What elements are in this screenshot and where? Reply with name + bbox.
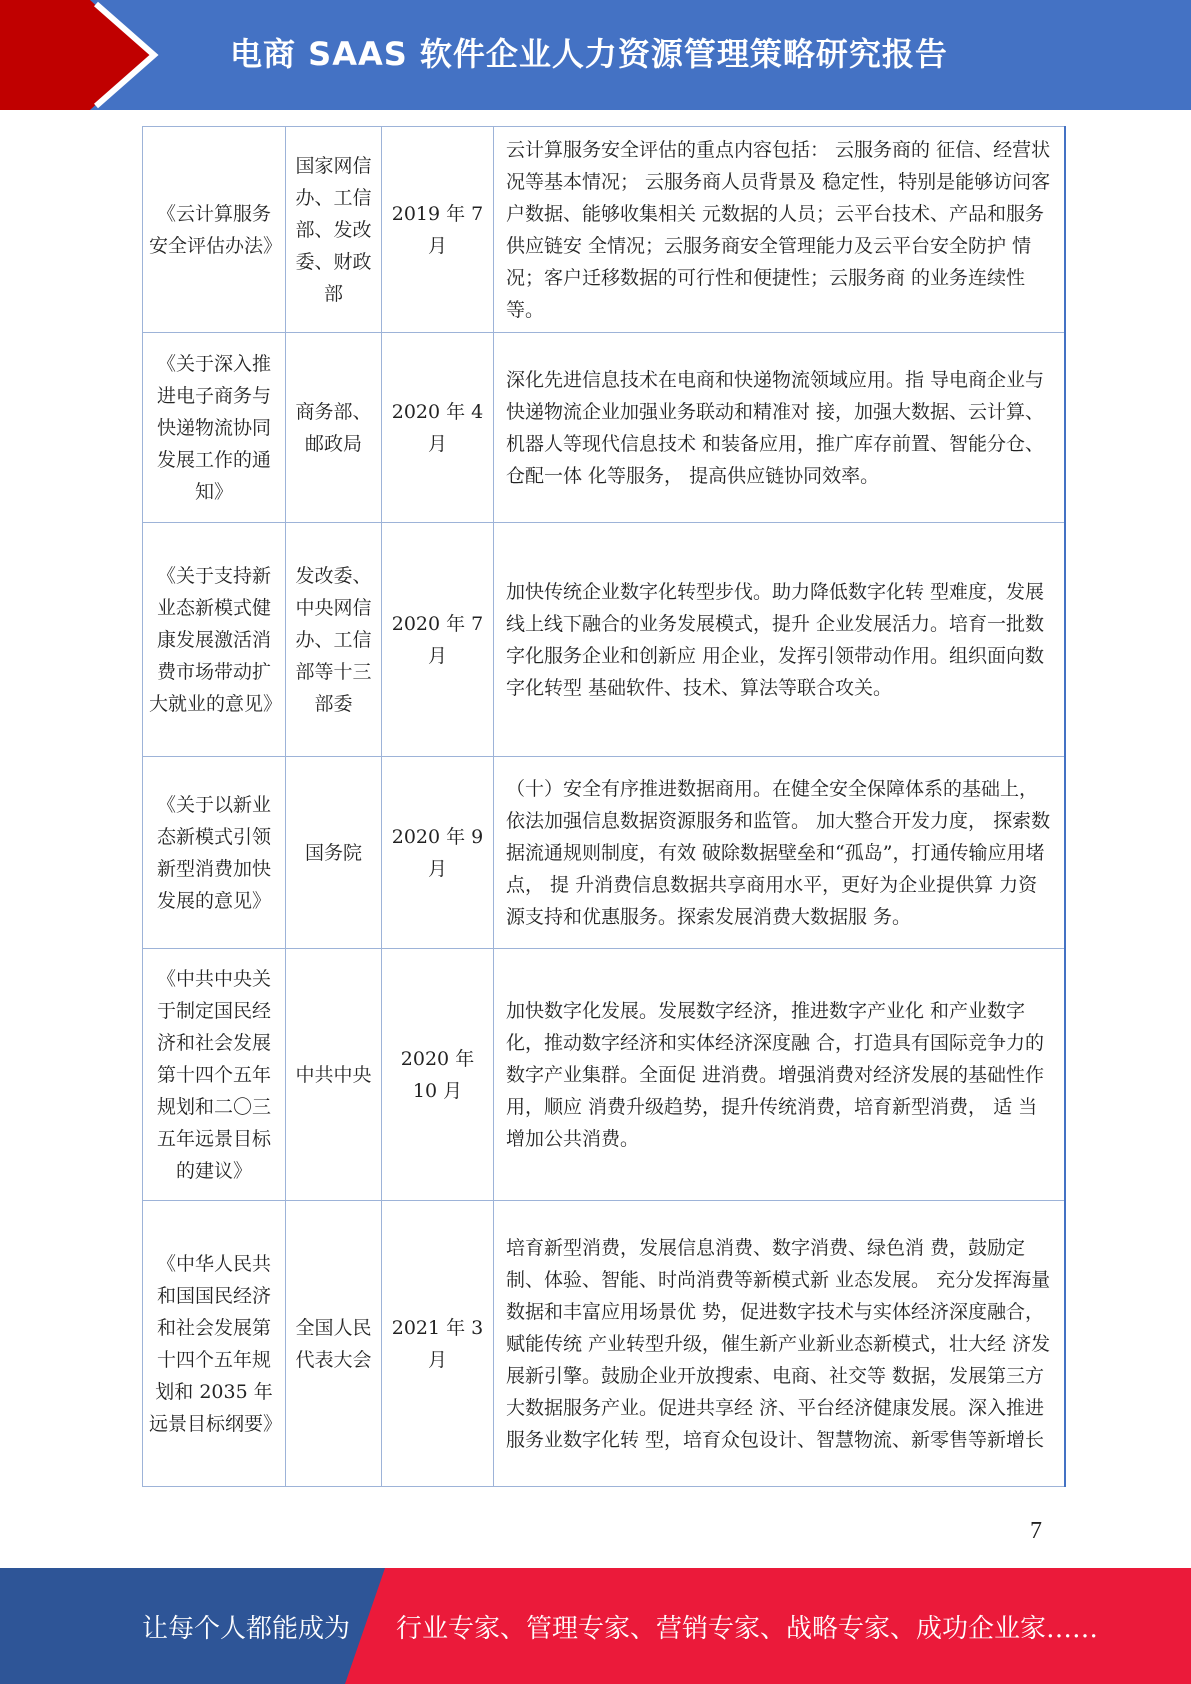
policy-content: 云计算服务安全评估的重点内容包括： 云服务商的 征信、经营状况等基本情况； 云服务商人员背景及 稳定性，特别是能够访问客户数据、能够收集相关 元数据的人员；云平台技术、产品和服务供应链安 全情况；云服务商安全管理能力及云平台安全防护 情况；客户迁移数据的可行性和便捷性；云服务商 的业务连续性等。 [494,127,1065,333]
table-row [143,1201,1065,1487]
issue-date: 2019 年 7 月 [382,127,494,333]
table-row [143,757,1065,949]
issue-date: 2021 年 3 月 [382,1201,494,1487]
policy-content: 培育新型消费，发展信息消费、数字消费、绿色消 费，鼓励定制、体验、智能、时尚消费等新模式新 业态发展。 充分发挥海量数据和丰富应用场景优 势，促进数字技术与实体经济深度融合，赋能传统 产业转型升级，催生新产业新业态新模式，壮大经 济发展新引擎。鼓励企业开放搜索、电商、社交等 数据，发展第三方大数据服务产业。促进共享经 济、平台经济健康发展。深入推进服务业数字化转 型，培育众包设计、智慧物流、新零售等新增长 [494,1201,1065,1487]
table-row [143,949,1065,1201]
issue-date: 2020 年 4 月 [382,333,494,523]
table-row [143,127,1065,333]
page-footer [0,1568,1191,1684]
policy-content: 深化先进信息技术在电商和快递物流领域应用。指 导电商企业与快递物流企业加强业务联动和精准对 接，加强大数据、云计算、机器人等现代信息技术 和装备应用，推广库存前置、智能分仓、仓配一体 化等服务， 提高供应链协同效率。 [494,333,1065,523]
issuing-department: 全国人民代表大会 [286,1201,382,1487]
policy-content: 加快传统企业数字化转型步伐。助力降低数字化转 型难度，发展线上线下融合的业务发展模式，提升 企业发展活力。培育一批数字化服务企业和创新应 用企业，发挥引领带动作用。组织面向数字化转型 基础软件、技术、算法等联合攻关。 [494,523,1065,757]
table-row [143,333,1065,523]
issuing-department: 国家网信办、工信部、发改委、财政部 [286,127,382,333]
policy-name: 《云计算服务安全评估办法》 [143,127,286,333]
table-row [143,523,1065,757]
issuing-department: 中共中央 [286,949,382,1201]
page-number: 7 [1030,1518,1042,1544]
issue-date: 2020 年 10 月 [382,949,494,1201]
policy-name: 《中华人民共和国国民经济和社会发展第十四个五年规划和 2035 年远景目标纲要》 [143,1201,286,1487]
issuing-department: 国务院 [286,757,382,949]
policy-name: 《关于深入推进电子商务与快递物流协同发展工作的通知》 [143,333,286,523]
header-title: 电商 SAAS 软件企业人力资源管理策略研究报告 [230,35,948,73]
issue-date: 2020 年 7 月 [382,523,494,757]
policy-content: （十）安全有序推进数据商用。在健全安全保障体系的基础上，依法加强信息数据资源服务和监管。 加大整合开发力度， 探索数据流通规则制度，有效 破除数据壁垒和“孤岛”，打通传输应用堵点， 提 升消费信息数据共享商用水平，更好为企业提供算 力资源支持和优惠服务。探索发展消费大数据服 务。 [494,757,1065,949]
policy-name: 《关于以新业态新模式引领新型消费加快发展的意见》 [143,757,286,949]
policy-name: 《中共中央关于制定国民经济和社会发展第十四个五年规划和二〇三五年远景目标的建议》 [143,949,286,1201]
policy-content: 加快数字化发展。发展数字经济，推进数字产业化 和产业数字化，推动数字经济和实体经济深度融 合，打造具有国际竞争力的数字产业集群。全面促 进消费。增强消费对经济发展的基础性作用，顺应 消费升级趋势，提升传统消费，培育新型消费， 适 当增加公共消费。 [494,949,1065,1201]
footer-slogan-right: 行业专家、管理专家、营销专家、战略专家、成功企业家…… [396,1614,1099,1644]
page-header [0,0,1191,110]
footer-slogan-left: 让每个人都能成为 [142,1614,351,1644]
issuing-department: 发改委、中央网信办、工信部等十三部委 [286,523,382,757]
policy-name: 《关于支持新业态新模式健康发展激活消费市场带动扩大就业的意见》 [143,523,286,757]
policy-table [142,126,1066,1487]
header-arrow-decoration [0,0,200,110]
issue-date: 2020 年 9 月 [382,757,494,949]
issuing-department: 商务部、邮政局 [286,333,382,523]
